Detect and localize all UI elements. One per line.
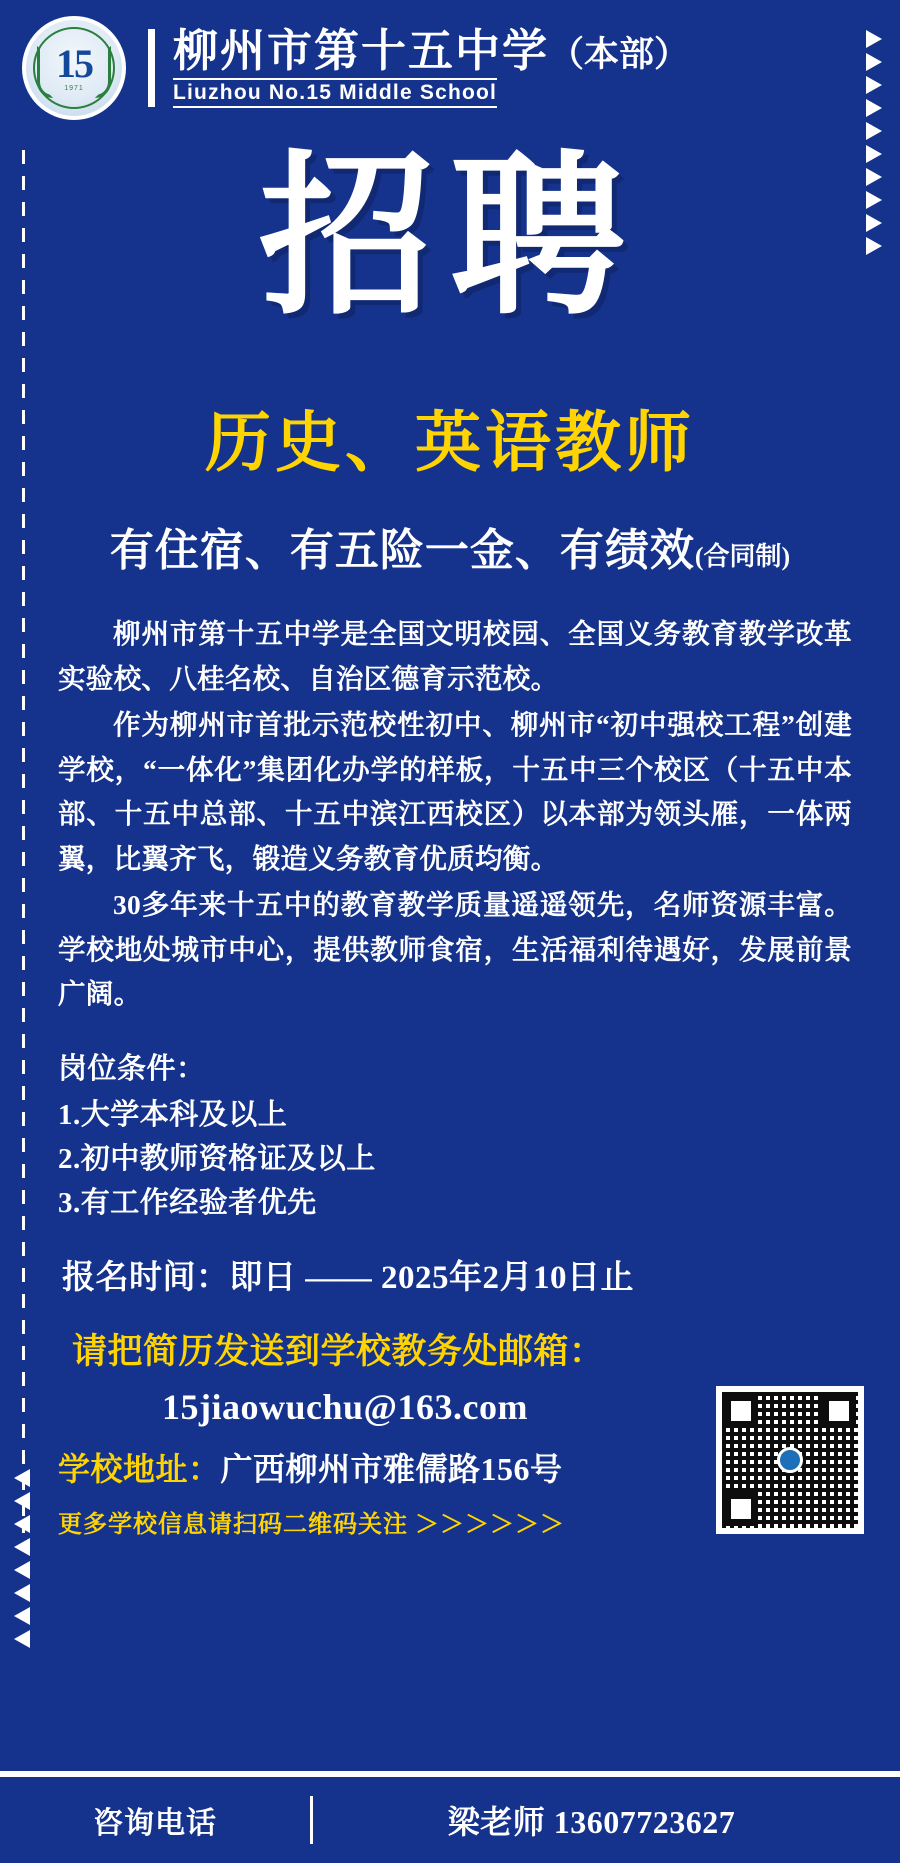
poster-footer <box>0 1771 900 1863</box>
chevron-left-icon <box>14 1561 30 1579</box>
school-name-block <box>173 28 689 107</box>
school-campus-cn: （本部） <box>549 35 690 75</box>
qr-code-pattern <box>722 1392 858 1528</box>
chevron-right-icon <box>866 122 882 140</box>
intro-paragraph-3: 30多年来十五中的教育教学质量遥遥领先，名师资源丰富。学校地处城市中心，提供教师食宿，生活福利待遇好，发展前景广阔。 <box>58 889 852 1010</box>
chevron-left-icon <box>14 1584 30 1602</box>
chevron-right-icon <box>866 214 882 232</box>
position-title: 历史、英语教师 <box>205 407 695 480</box>
intro-paragraphs <box>58 612 852 1017</box>
requirements-block <box>58 1047 852 1225</box>
requirements-heading: 岗位条件： <box>58 1052 206 1085</box>
qr-code[interactable] <box>716 1386 864 1534</box>
laurel-left-icon <box>37 46 53 98</box>
chevron-right-icon <box>866 145 882 163</box>
chevron-right-icon <box>866 191 882 209</box>
phone-label: 咨询电话 <box>93 1807 217 1840</box>
school-address-value: 广西柳州市雅儒路156号 <box>220 1451 563 1488</box>
chevron-left-icon <box>14 1607 30 1625</box>
intro-paragraph-1: 柳州市第十五中学是全国文明校园、全国义务教育教学改革实验校、八桂名校、自治区德育示范校。 <box>58 618 852 694</box>
chevron-right-icon <box>866 168 882 186</box>
qr-finder-top-right <box>822 1394 856 1428</box>
chevron-left-icon <box>14 1538 30 1556</box>
page-title: 招聘 <box>259 141 641 335</box>
school-name-en: Liuzhou No.15 Middle School <box>173 78 497 108</box>
benefits-text: 有住宿、有五险一金、有绩效 <box>109 526 695 575</box>
contact-block <box>0 1324 900 1539</box>
header-divider <box>148 29 155 107</box>
intro-paragraph-2: 作为柳州市首批示范校性初中、柳州市“初中强校工程”创建学校，“一体化”集团化办学的样板，十五中三个校区（十五中本部、十五中总部、十五中滨江西校区）以本部为领头雁，一体两翼，比翼齐飞，锻造义务教育优质均衡。 <box>58 709 852 874</box>
benefits-line <box>0 514 900 578</box>
email-address[interactable]: 15jiaowuchu@163.com <box>162 1387 528 1428</box>
logo-year: 1971 <box>64 85 84 92</box>
benefits-note: (合同制) <box>694 542 791 571</box>
chevron-left-icon <box>14 1630 30 1648</box>
poster-header <box>0 0 900 122</box>
laurel-right-icon <box>95 46 111 98</box>
school-address-label: 学校地址： <box>58 1451 221 1488</box>
application-deadline: 报名时间：即日 —— 2025年2月10日止 <box>62 1260 634 1297</box>
qr-finder-top-left <box>724 1394 758 1428</box>
school-name-cn: 柳州市第十五中学 <box>173 26 550 77</box>
chevron-right-icon <box>866 237 882 255</box>
send-resume-label: 请把简历发送到学校教务处邮箱： <box>72 1332 605 1372</box>
scan-hint: 更多学校信息请扫码二维码关注 ＞＞＞＞＞＞ <box>58 1512 565 1539</box>
qr-finder-bottom-left <box>724 1492 758 1526</box>
requirement-item: 2.初中教师资格证及以上 <box>58 1143 376 1176</box>
logo-number: 15 <box>56 41 92 86</box>
qr-center-logo <box>777 1447 803 1473</box>
school-logo <box>22 16 126 120</box>
school-name-cn-row <box>173 28 689 75</box>
requirement-item: 3.有工作经验者优先 <box>58 1187 317 1220</box>
phone-number[interactable]: 梁老师 13607723627 <box>447 1804 736 1840</box>
requirement-item: 1.大学本科及以上 <box>58 1099 288 1131</box>
